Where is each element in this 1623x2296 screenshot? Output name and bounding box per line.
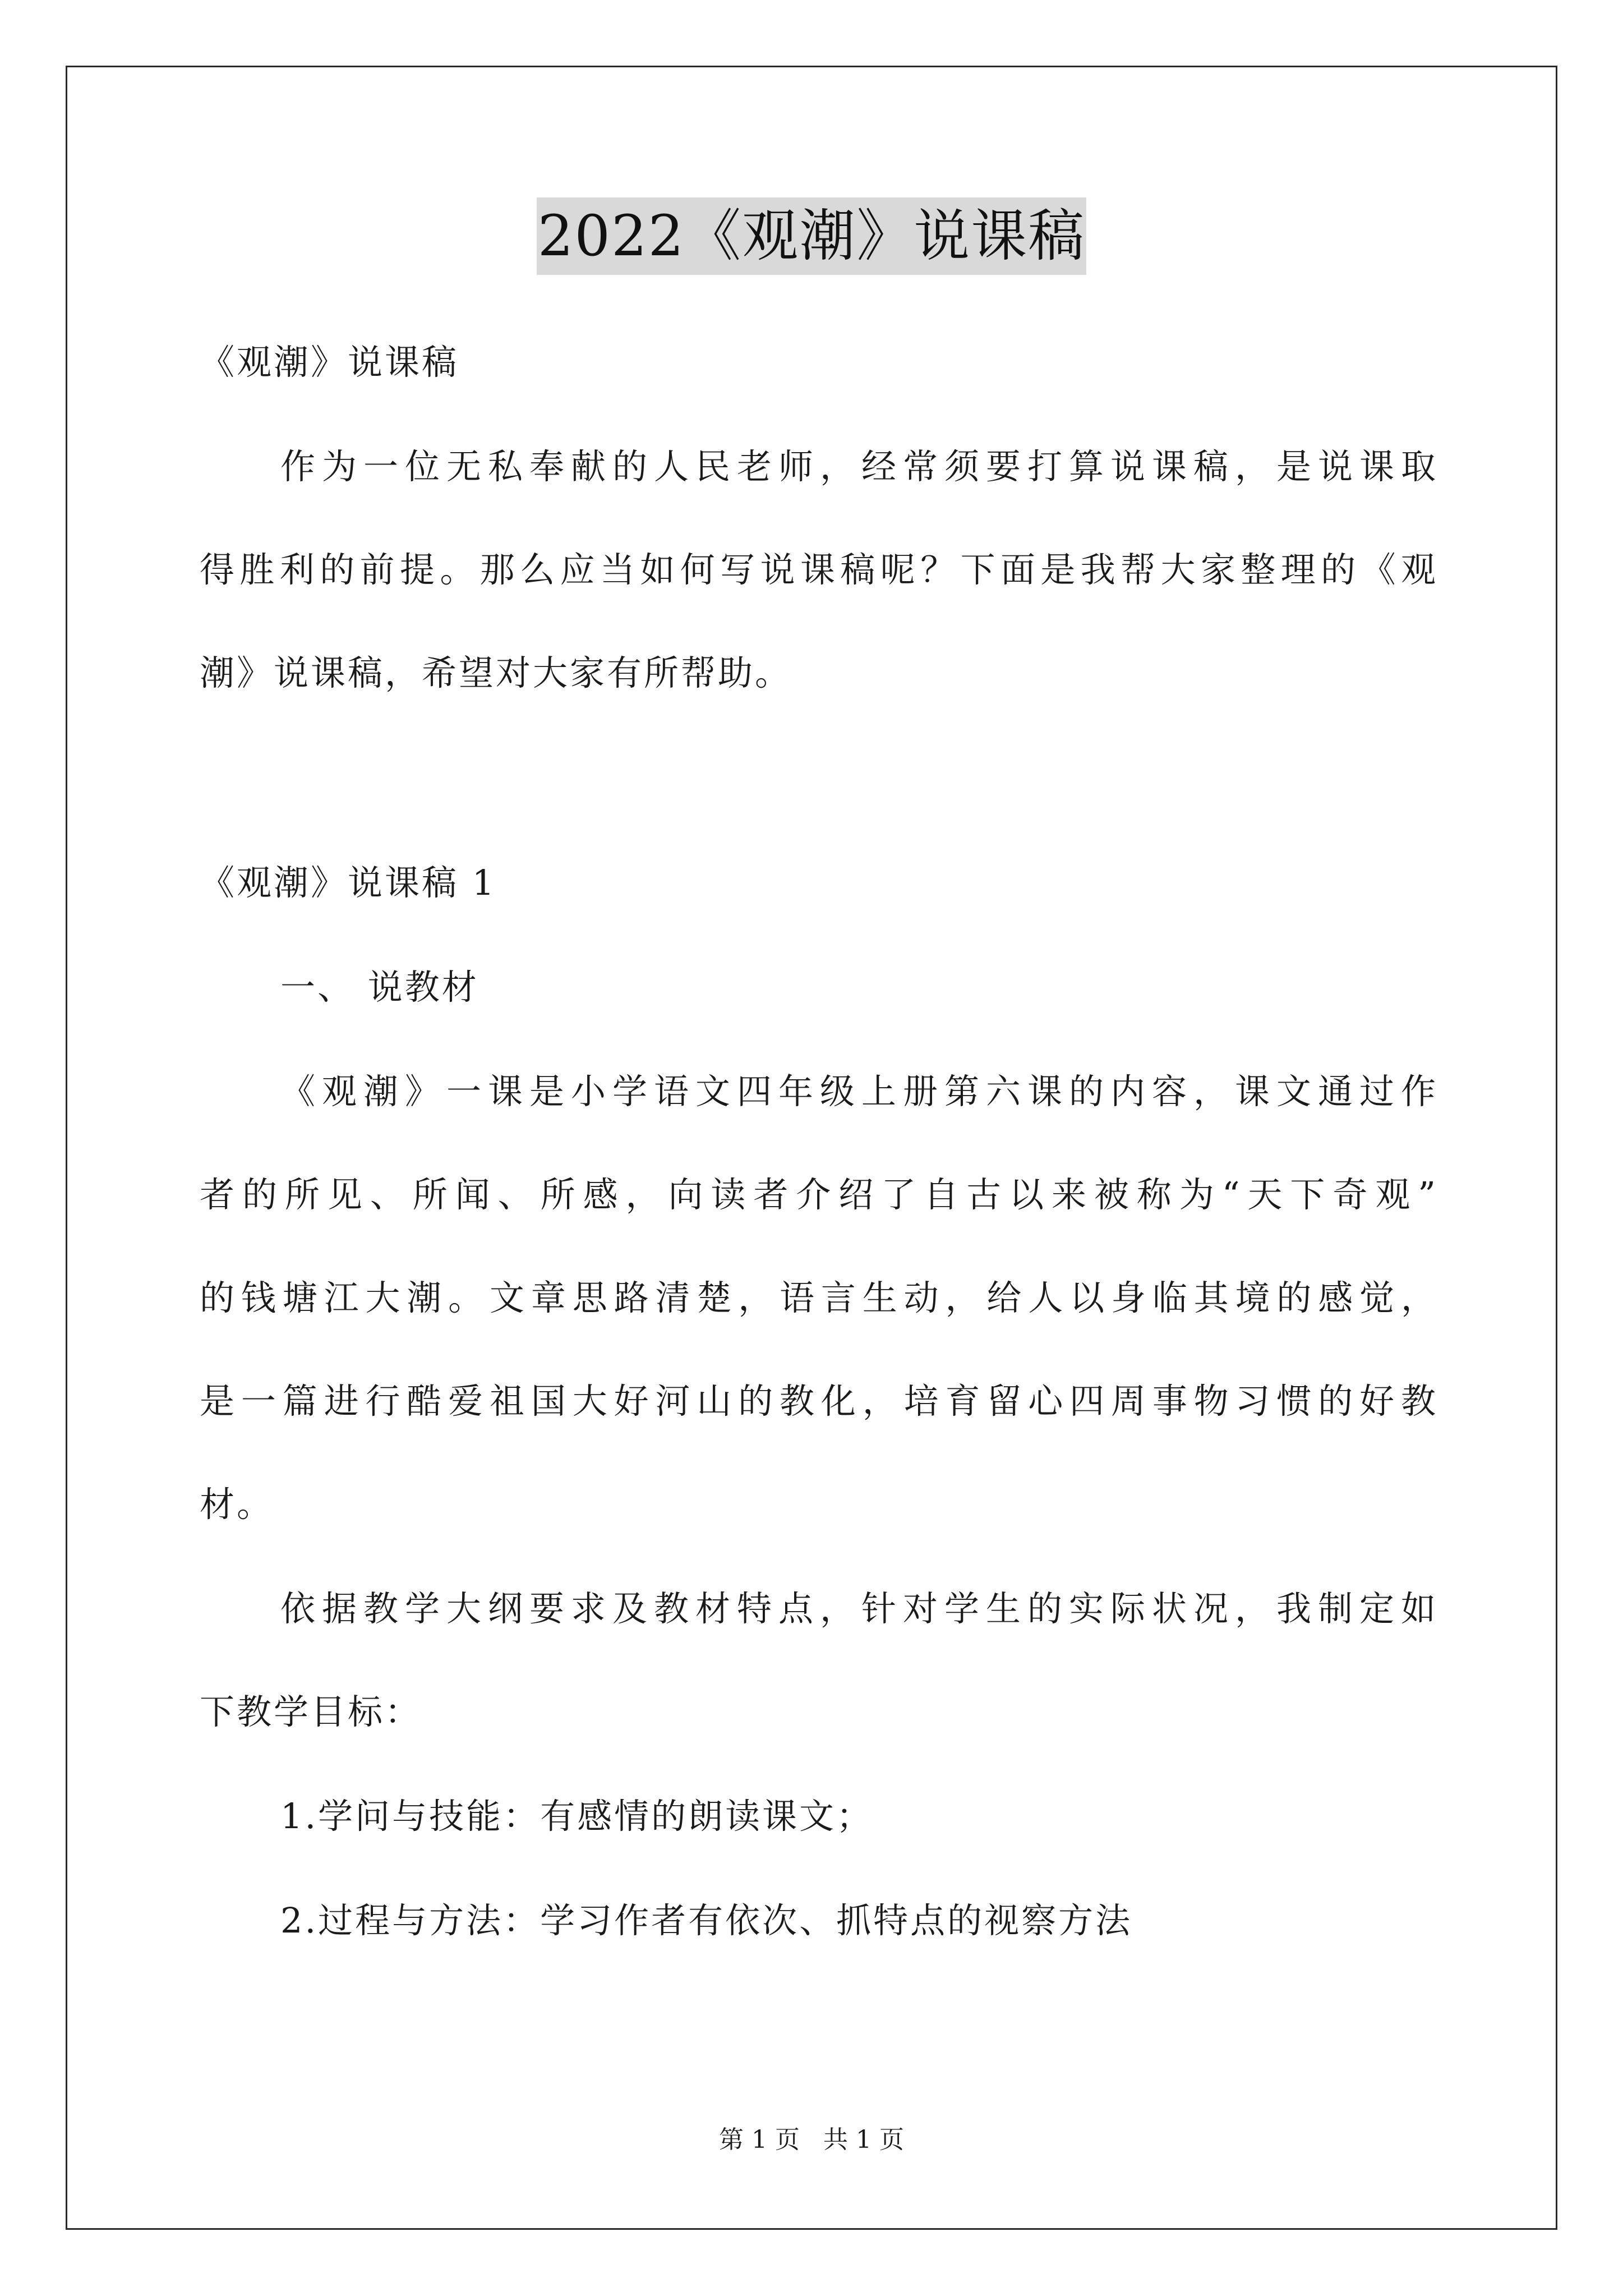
paragraph-line: 《观潮》一课是小学语文四年级上册第六课的内容，课文通过作 xyxy=(280,1071,1436,1112)
paragraph-line: 依据教学大纲要求及教材特点，针对学生的实际状况，我制定如 xyxy=(280,1588,1436,1629)
paragraph-line: 者的所见、所闻、所感，向读者介绍了自古以来被称为“天下奇观” xyxy=(200,1174,1436,1215)
subtitle: 《观潮》说课稿 xyxy=(200,342,459,383)
intro-line: 潮》说课稿，希望对大家有所帮助。 xyxy=(200,652,792,693)
heading-teaching-material: 一、 说教材 xyxy=(280,967,479,1007)
paragraph-line: 材。 xyxy=(200,1484,274,1525)
paragraph-line: 的钱塘江大潮。文章思路清楚，语言生动，给人以身临其境的感觉， xyxy=(200,1277,1436,1318)
goal-item: 1.学问与技能：有感情的朗读课文； xyxy=(280,1796,874,1837)
document-title: 2022《观潮》说课稿 xyxy=(537,197,1087,275)
intro-line: 得胜利的前提。那么应当如何写说课稿呢？下面是我帮大家整理的《观 xyxy=(200,549,1436,590)
paragraph-line: 下教学目标： xyxy=(200,1691,422,1732)
section-title: 《观潮》说课稿 1 xyxy=(200,862,497,903)
intro-line: 作为一位无私奉献的人民老师，经常须要打算说课稿，是说课取 xyxy=(280,446,1436,487)
document-body xyxy=(200,337,1436,1947)
page-footer xyxy=(0,2123,1623,2157)
page-number: 第 1 页 xyxy=(719,2125,800,2154)
title-container xyxy=(0,197,1623,275)
page-total: 共 1 页 xyxy=(823,2125,904,2154)
paragraph-line: 是一篇进行酷爱祖国大好河山的教化，培育留心四周事物习惯的好教 xyxy=(200,1381,1436,1421)
goal-item: 2.过程与方法：学习作者有依次、抓特点的视察方法 xyxy=(280,1900,1133,1941)
